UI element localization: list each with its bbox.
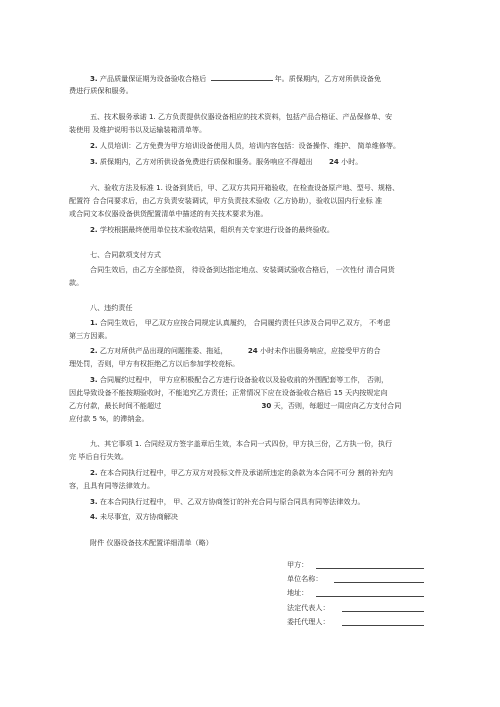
clause-line [90,157,362,166]
text-line [69,209,268,218]
clause-value: 24 [328,157,339,166]
section-heading-payment [90,250,161,259]
text-line [69,401,401,410]
clause-text: 或合同文本仪器设备供货配置清单中描述的有关技术要求为准。 [69,209,268,218]
clause-text: 乙方对所供产品出现的问题推委、拖延， [99,346,228,355]
clause-line [90,141,400,150]
clause-number: 2. [90,346,98,355]
clause-text: 合同生效后， 甲乙双方应按合同规定认真履约， 合同履约责任只涉及合同甲乙双方， 不考虑 [99,318,391,327]
clause-number: 4. [90,512,98,521]
clause-text: 理处罚，否则，甲方有权拒绝乙方以后参加学校竞标。 [69,359,240,368]
text-line [69,481,154,490]
clause-text: 五、技术服务承诺 1. 乙方负责提供仪器设备相应的技术资料，包括产品合格证、产品保修单、安 [90,112,393,121]
section-heading-service [90,112,392,121]
signature-line [316,596,424,597]
clause-number: 3. [90,497,98,506]
clause-text-after: 天，否则，每超过一周应向乙方支付合同 [271,401,402,410]
clause-number: 2. [90,141,98,150]
clause-text: 学校根据最终使用单位技术验收结果，组织有关专家进行设备的最终验收。 [99,225,334,234]
clause-number: 2. [90,225,98,234]
clause-text: 产品质量保证期为设备验收合格后 [99,74,207,83]
signature-line [316,568,424,569]
signature-line [342,625,424,626]
clause-text: 在本合同执行过程中，甲乙方双方对投标文件及承诺所违定的条款为本合同不可分 割的补充内 [99,468,394,477]
clause-text-after: 年。质保期内，乙方对所供设备免 [274,74,381,83]
clause-number: 2. [90,468,98,477]
text-line [69,278,83,287]
clause-line [90,512,178,521]
clause-line [90,225,334,234]
clause-line [90,346,381,355]
text-line [69,125,206,134]
signature-label-legal-rep: 法定代表人： [287,603,330,612]
clause-line [90,468,393,477]
text-line [69,359,239,368]
text-line [69,86,133,95]
clause-text: 容，且具有同等法律效力。 [69,481,155,490]
clause-text: 六、验收方法及标准 1. 设备到货后，甲、乙双方共同开箱验收，在检查设备原产地、型号、规格、 [90,183,400,192]
clause-value: 30 [261,401,272,410]
text-line [69,414,149,423]
clause-line [90,497,365,506]
clause-text: 费进行质保和服务。 [69,86,133,95]
clause-number: 3. [90,74,98,83]
clause-text: 第三方因素。 [69,331,112,340]
clause-text: 在本合同执行过程中， 甲、乙双方协商签订的补充合同与原合同具有同等法律效力。 [99,497,365,506]
warranty-years-blank [211,73,273,81]
text-line [69,196,382,205]
clause-text: 八、违约责任 [90,303,133,312]
text-line [69,331,112,340]
clause-text: 七、合同款项支付方式 [90,250,161,259]
clause-text: 人员培训：乙方免费为甲方培训设备使用人员，培训内容包括：设备操作、维护、 简单维修等。 [99,141,401,150]
clause-number: 3. [90,157,98,166]
clause-text: 未尽事宜，双方协商解决 [99,512,178,521]
clause-text: 因此导致设备不能按期验收时，不能追究乙方责任；正常情况下应在设备验收合格后 15 天内按规定向 [69,388,388,397]
text-line [69,452,128,461]
signature-label-unit-name: 单位名称： [287,574,323,583]
clause-text: 完 毕后自行失效。 [69,452,129,461]
warranty-period-line [90,73,381,83]
clause-text: 应付款 5 %，的滞纳金。 [69,414,149,423]
clause-text: 款。 [69,278,84,287]
clause-text: 装使用 及维护说明书以及运输装箱清单等。 [69,125,207,134]
clause-line [90,375,388,384]
signature-label-address: 地址： [287,588,309,597]
signature-label-agent: 委托代理人： [287,617,330,626]
clause-text: 合同履约过程中， 甲方应积极配合乙方进行设备验收以及验收前的外围配套等工作， 否则， [99,375,389,384]
clause-line [90,318,390,327]
clause-text: 附件 仪器设备技术配置详细清单（略） [90,538,213,547]
clause-number: 1. [90,318,98,327]
section-heading-misc [90,439,392,448]
signature-label-party-a: 甲方： [287,560,309,569]
section-heading-liability [90,303,133,312]
text-line [69,388,388,397]
section-heading-acceptance [90,183,399,192]
clause-text: 质保期内，乙方对所供设备免费进行质保和服务。服务响应不得超出 [99,157,313,166]
clause-number: 3. [90,375,98,384]
clause-text: 乙方付款，最长时间不能超过 [69,401,162,410]
clause-text: 九、其它事项 1. 合同经双方签字盖章后生效，本合同一式四份，甲方执三份，乙方执一份，执行 [90,439,393,448]
signature-line [334,582,424,583]
text-line [90,265,395,274]
clause-text: 合同生效后，由乙方全部垫资， 待设备到达指定地点、安装调试验收合格后， 一次性付 清合同货 [90,265,395,274]
signature-line [342,611,424,612]
clause-text: 配置符 合合同要求后，由乙方负责安装调试，甲方负责技术验收（乙方协助），验收以国内行业标 准 [69,196,383,205]
attachment-line [90,538,213,547]
clause-text-after: 小时。 [338,157,363,166]
clause-text-after: 小时未作出服务响应，应接受甲方的合 [257,346,381,355]
clause-value: 24 [247,346,258,355]
